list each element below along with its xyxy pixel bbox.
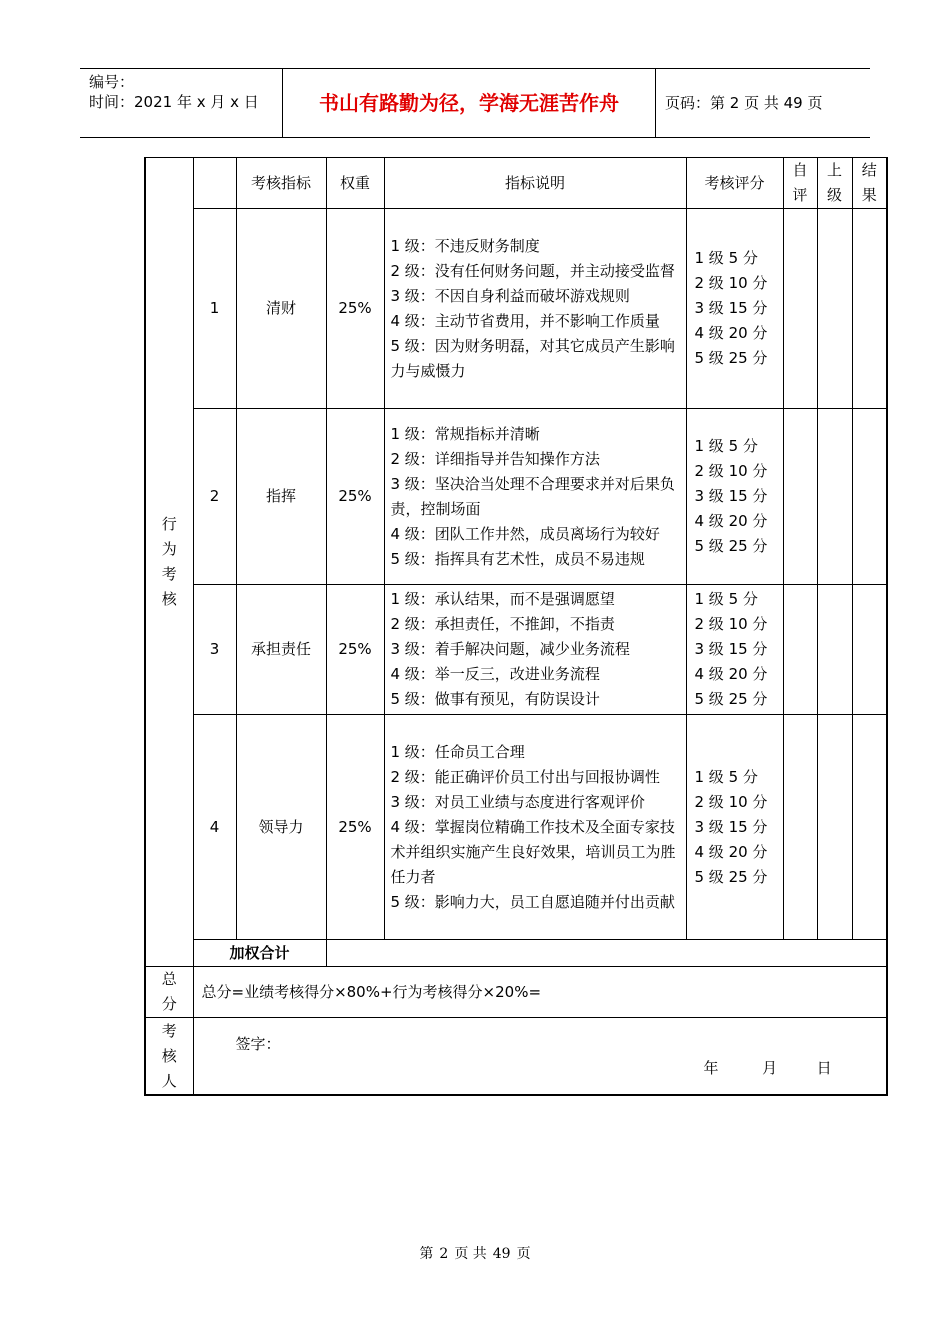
date-month: 月 (762, 1059, 778, 1077)
footer-page-number: 2 (439, 1246, 449, 1262)
row-self-score[interactable] (783, 715, 817, 940)
header-indicator: 考核指标 (236, 158, 326, 209)
row-index: 2 (193, 409, 236, 585)
table-row (145, 409, 887, 585)
reviewer-signature-cell[interactable] (193, 1018, 887, 1096)
header-meta (89, 72, 259, 112)
header-superior: 上 级 (817, 158, 852, 209)
row-superior-score[interactable] (817, 585, 852, 715)
table-row (145, 585, 887, 715)
page-footer: 第 2 页 共 49 页 (419, 1246, 531, 1262)
row-index: 1 (193, 209, 236, 409)
section-behavior (145, 158, 193, 967)
code-label: 编号： (89, 73, 135, 91)
row-self-score[interactable] (783, 209, 817, 409)
header-divider (655, 69, 656, 137)
date-day: 日 (816, 1059, 832, 1077)
row-indicator: 指挥 (236, 409, 326, 585)
row-indicator: 领导力 (236, 715, 326, 940)
row-result[interactable] (852, 409, 887, 585)
row-superior-score[interactable] (817, 409, 852, 585)
header-weight: 权重 (326, 158, 384, 209)
total-formula: 总分=业绩考核得分×80%+行为考核得分×20%= (193, 967, 887, 1018)
signature-label: 签字： (235, 1035, 281, 1053)
row-index: 3 (193, 585, 236, 715)
table-row (145, 715, 887, 940)
page-header (80, 68, 870, 138)
header-page-info: 页码：第 2 页 共 49 页 (665, 94, 823, 112)
row-self-score[interactable] (783, 585, 817, 715)
time-label: 时间：2021 年 x 月 x 日 (89, 93, 259, 111)
row-description: 1 级：承认结果，而不是强调愿望 2 级：承担责任，不推卸，不指责 3 级：着手解决问题，减少业务流程 4 级：举一反三，改进业务流程 5 级：做事有预见，有防误设计 (384, 585, 686, 715)
date-year: 年 (703, 1059, 719, 1077)
total-label: 总 分 (145, 967, 193, 1018)
signature-area (194, 1018, 887, 1094)
row-result[interactable] (852, 715, 887, 940)
section-behavior-label: 行 为 考 核 (161, 515, 177, 608)
header-self: 自 评 (783, 158, 817, 209)
row-result[interactable] (852, 585, 887, 715)
row-description: 1 级：常规指标并清晰 2 级：详细指导并告知操作方法 3 级：坚决洽当处理不合理要求并对后果负责，控制场面 4 级：团队工作井然，成员离场行为较好 5 级：指挥具有艺术性，成员不易违规 (384, 409, 686, 585)
header-result: 结 果 (852, 158, 887, 209)
assessment-table (144, 157, 888, 1096)
row-description: 1 级：不违反财务制度 2 级：没有任何财务问题，并主动接受监督 3 级：不因自身利益而破坏游戏规则 4 级：主动节省费用，并不影响工作质量 5 级：因为财务明磊，对其它成员产生影响力与威慑力 (384, 209, 686, 409)
row-self-score[interactable] (783, 409, 817, 585)
reviewer-row (145, 1018, 887, 1096)
row-superior-score[interactable] (817, 715, 852, 940)
row-scores: 1 级 5 分 2 级 10 分 3 级 15 分 4 级 20 分 5 级 25 分 (686, 409, 783, 585)
weighted-total-row (145, 940, 887, 967)
row-weight: 25% (326, 585, 384, 715)
footer-total-pages: 49 (492, 1246, 511, 1262)
reviewer-label: 考 核 人 (145, 1018, 193, 1096)
header-index (193, 158, 236, 209)
row-weight: 25% (326, 715, 384, 940)
row-scores: 1 级 5 分 2 级 10 分 3 级 15 分 4 级 20 分 5 级 25 分 (686, 715, 783, 940)
row-superior-score[interactable] (817, 209, 852, 409)
total-row (145, 967, 887, 1018)
row-scores: 1 级 5 分 2 级 10 分 3 级 15 分 4 级 20 分 5 级 25 分 (686, 585, 783, 715)
row-indicator: 承担责任 (236, 585, 326, 715)
row-weight: 25% (326, 409, 384, 585)
weighted-total-label: 加权合计 (193, 940, 326, 967)
row-index: 4 (193, 715, 236, 940)
row-weight: 25% (326, 209, 384, 409)
weighted-total-value[interactable] (326, 940, 887, 967)
row-indicator: 清财 (236, 209, 326, 409)
row-result[interactable] (852, 209, 887, 409)
header-motto: 书山有路勤为径，学海无涯苦作舟 (319, 91, 619, 115)
header-scoring: 考核评分 (686, 158, 783, 209)
header-description: 指标说明 (384, 158, 686, 209)
table-row (145, 209, 887, 409)
row-scores: 1 级 5 分 2 级 10 分 3 级 15 分 4 级 20 分 5 级 25 分 (686, 209, 783, 409)
table-header-row (145, 158, 887, 209)
signature-date (704, 1056, 832, 1081)
row-description: 1 级：任命员工合理 2 级：能正确评价员工付出与回报协调性 3 级：对员工业绩与态度进行客观评价 4 级：掌握岗位精确工作技术及全面专家技术并组织实施产生良好效果，培训员工为胜任力者 5 级：影响力大，员工自愿追随并付出贡献 (384, 715, 686, 940)
